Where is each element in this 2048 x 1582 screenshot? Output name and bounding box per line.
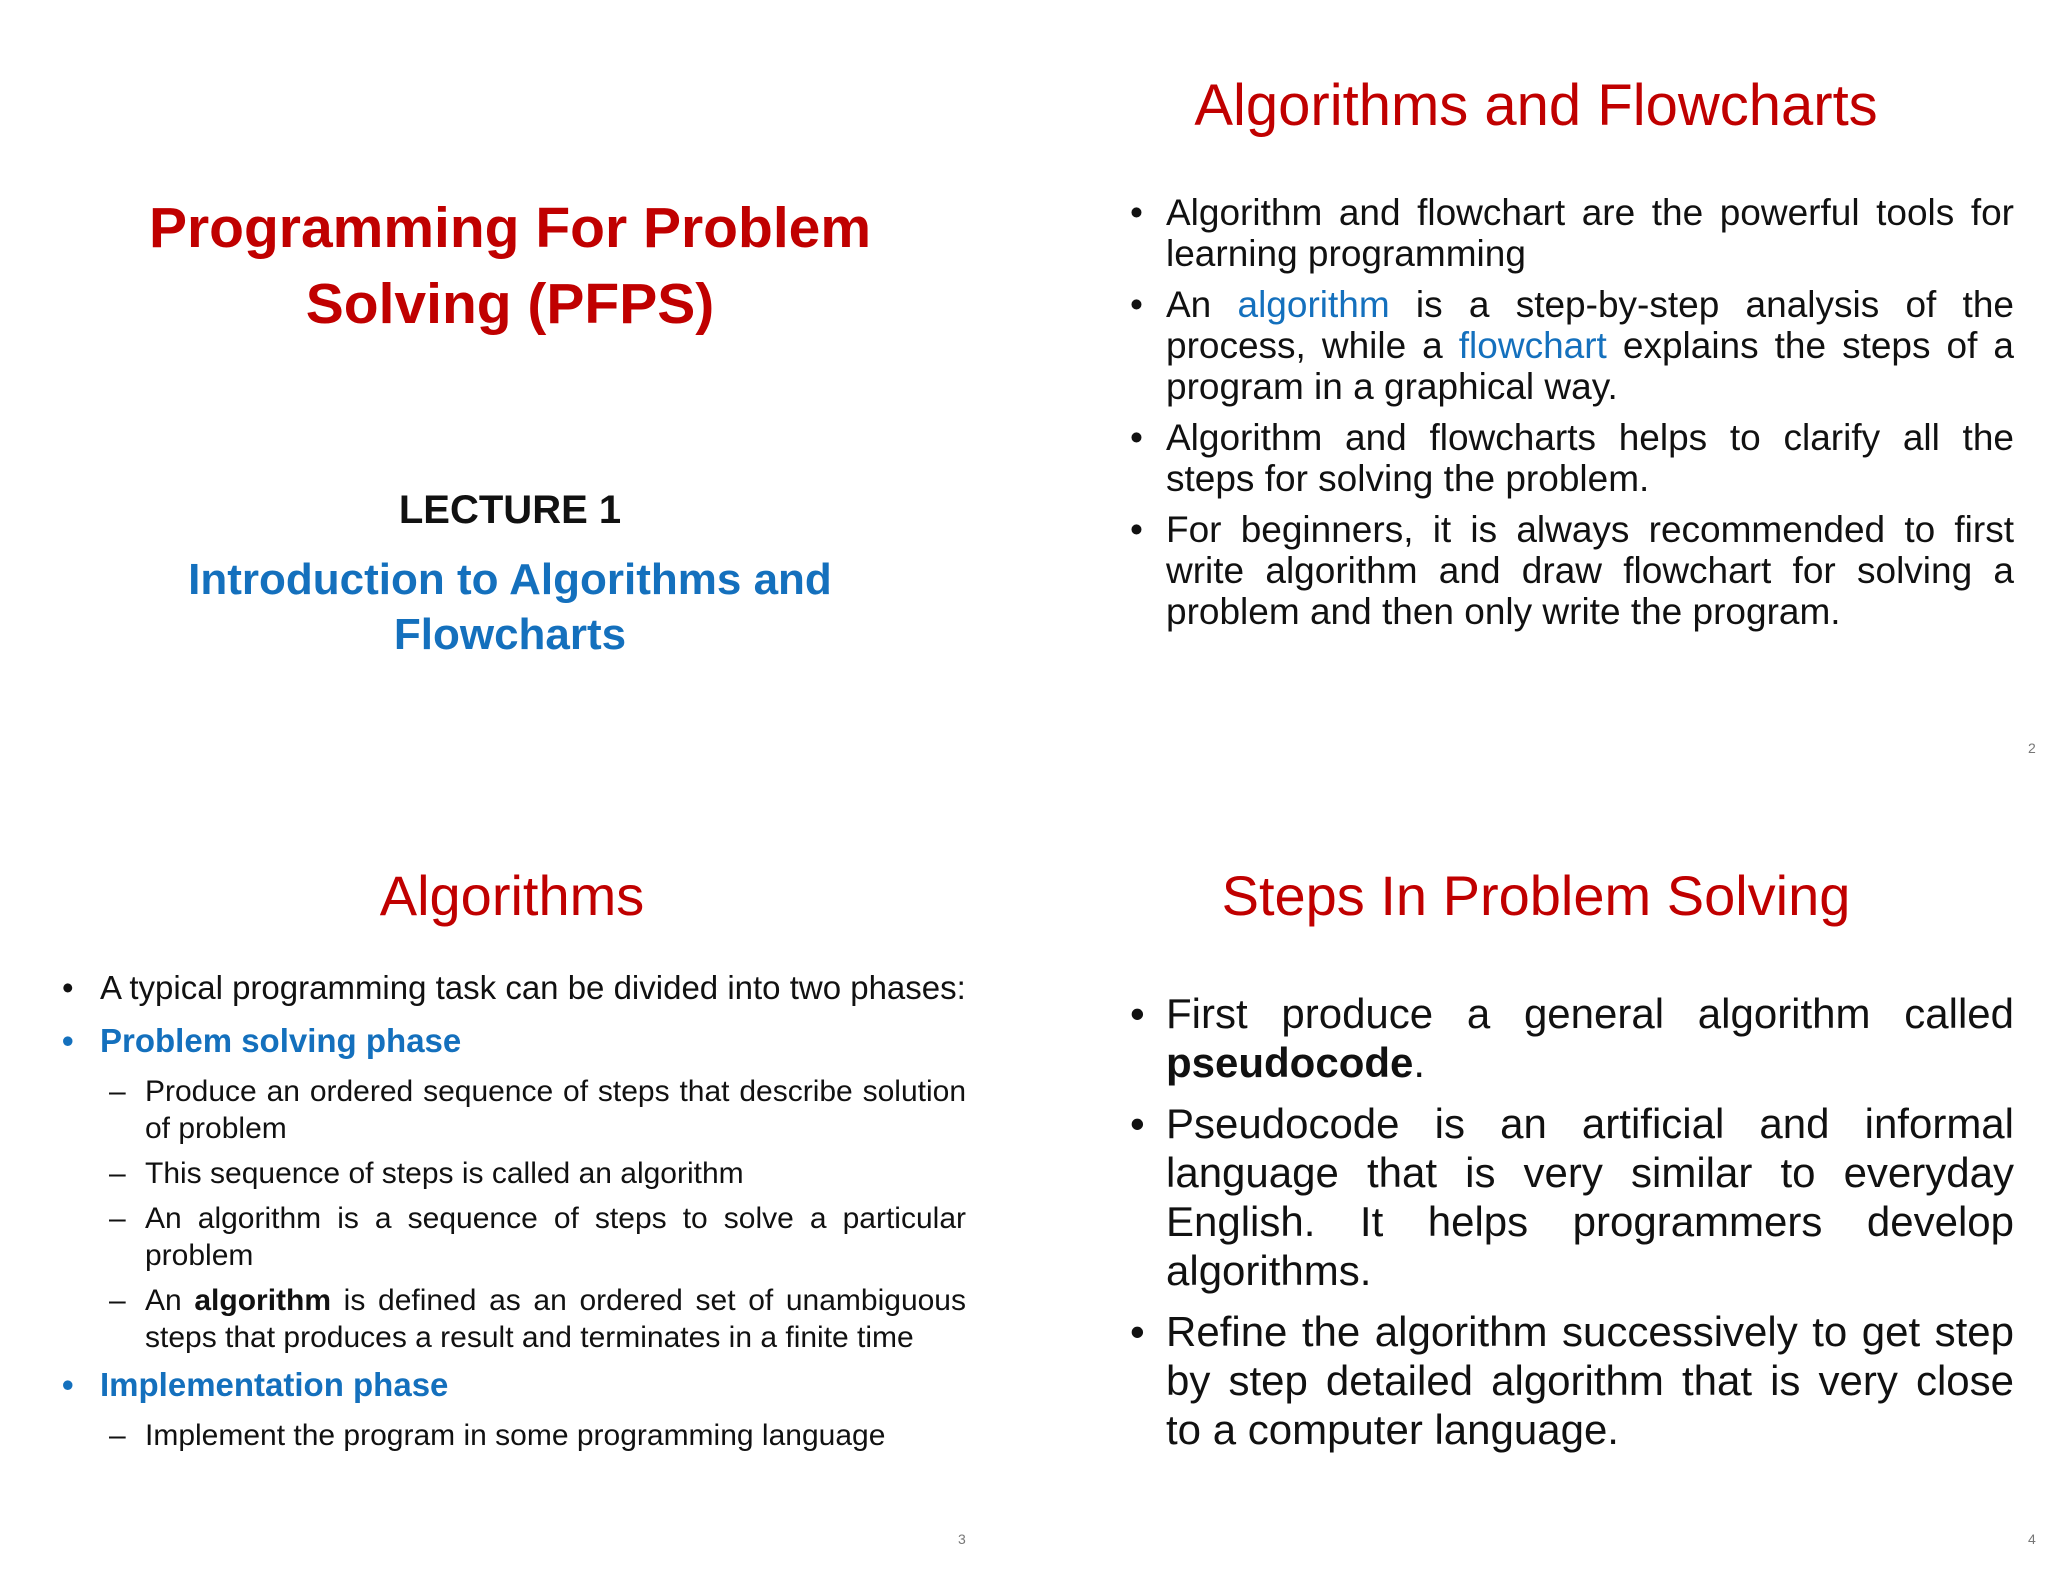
sub-list-item: – Implement the program in some programming language [58, 1417, 966, 1454]
slide-title: Steps In Problem Solving [1221, 864, 1851, 927]
text-run: First produce a general algorithm called [1166, 990, 2014, 1037]
course-title-line1: Programming For Problem [148, 196, 872, 260]
page-number: 2 [2028, 740, 2036, 756]
slide-title: Algorithms [379, 864, 645, 927]
text-run: An [1166, 284, 1238, 325]
sub-list-item: – This sequence of steps is called an algorithm [58, 1155, 966, 1192]
page-number: 4 [2028, 1531, 2036, 1547]
slide-title: Algorithms and Flowcharts [1194, 73, 1878, 138]
lecture-subtitle-line2: Flowcharts [393, 610, 627, 659]
sub-list-item: – An algorithm is a sequence of steps to solve a particular problem [58, 1200, 966, 1274]
sub-list-item: – Produce an ordered sequence of steps that describe solution of problem [58, 1073, 966, 1147]
course-title-line2: Solving (PFPS) [305, 272, 715, 336]
term-pseudocode: pseudocode [1166, 1039, 1414, 1086]
course-title [120, 190, 900, 342]
page-number: 3 [958, 1531, 966, 1547]
slide-3 [0, 791, 1024, 1582]
list-item: • Algorithm and flowchart are the powerful tools for learning programming [1130, 192, 2014, 274]
slide-2 [1024, 0, 2048, 791]
lecture-label: LECTURE 1 [398, 488, 622, 532]
bullet-list [1130, 192, 2014, 642]
term-algorithm: algorithm [1237, 284, 1390, 325]
phase-heading: • Implementation phase [58, 1364, 966, 1405]
bullet-list [1130, 989, 2014, 1466]
slide-content [58, 967, 966, 1462]
text-run: is defined as an ordered set of unambiguous steps that produces a result and terminates in a finite time [145, 1284, 966, 1354]
text-run: An [145, 1284, 195, 1317]
term-flowchart: flowchart [1458, 325, 1607, 366]
list-item [1130, 989, 2014, 1087]
slide-1 [0, 0, 1024, 791]
term-algorithm: algorithm [194, 1284, 332, 1317]
text-run: is a step-by-step analysis of the process, while a [1166, 284, 2014, 366]
list-item: • For beginners, it is always recommended to first write algorithm and draw flowchart for solving a problem and then only write the program. [1130, 509, 2014, 632]
list-item: • A typical programming task can be divided into two phases: [58, 967, 966, 1008]
slide-4 [1024, 791, 2048, 1582]
list-item: • Pseudocode is an artificial and informal language that is very similar to everyday English. It helps programmers develop algorithms. [1130, 1099, 2014, 1295]
sub-list-item [58, 1282, 966, 1356]
list-item [1130, 284, 2014, 407]
phase-heading: • Problem solving phase [58, 1020, 966, 1061]
list-item: • Refine the algorithm successively to get step by step detailed algorithm that is very close to a computer language. [1130, 1307, 2014, 1454]
lecture-subtitle-line1: Introduction to Algorithms and [188, 555, 832, 604]
text-run: explains the steps of a program in a graphical way. [1166, 325, 2014, 407]
text-run: . [1413, 1039, 1426, 1086]
list-item: • Algorithm and flowcharts helps to clarify all the steps for solving the problem. [1130, 417, 2014, 499]
lecture-subtitle [120, 552, 900, 662]
